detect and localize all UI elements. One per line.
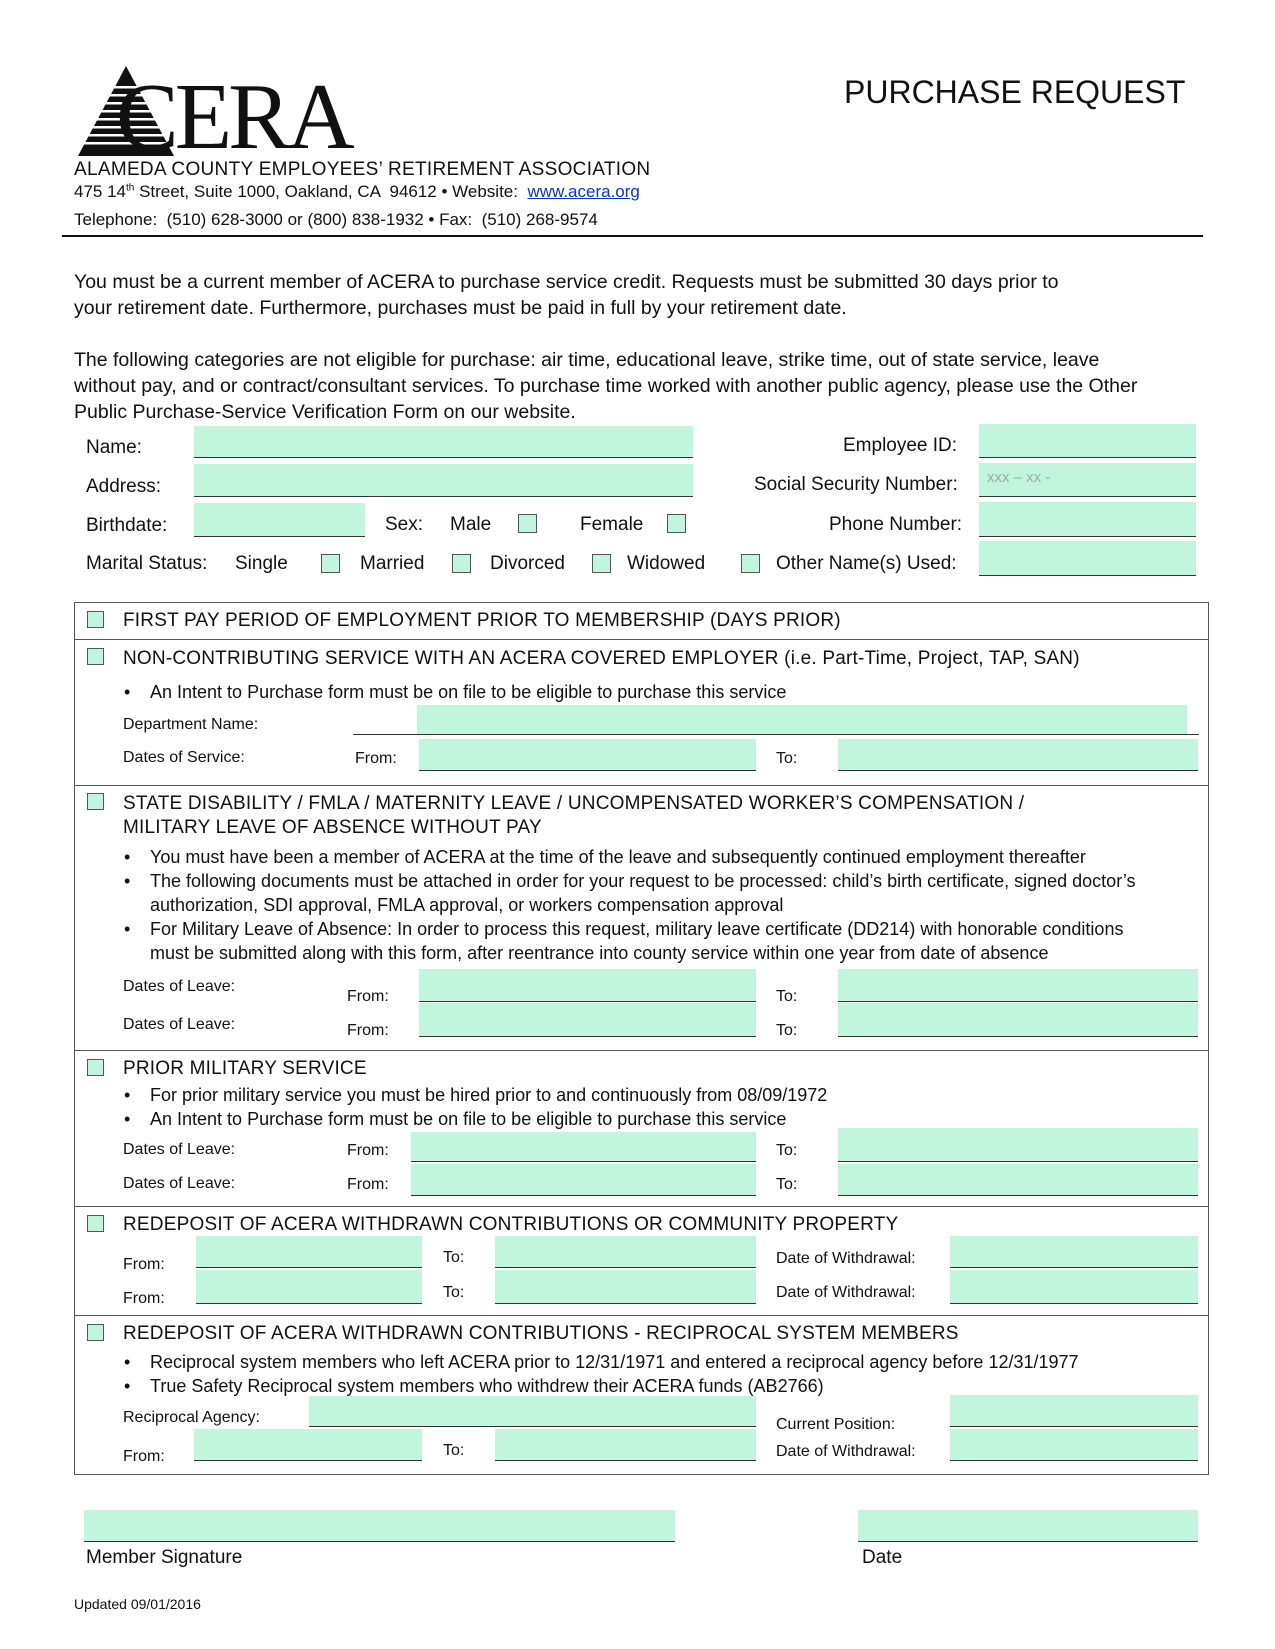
leave-from-label-1: From: (347, 988, 389, 1005)
date-field[interactable] (858, 1510, 1198, 1542)
service-from-field[interactable] (419, 739, 756, 771)
prior-military-bullet-2: • An Intent to Purchase form must be on file to be eligible to purchase this service (150, 1109, 786, 1130)
other-names-field[interactable] (979, 541, 1196, 576)
dates-of-service-label: Dates of Service: (123, 749, 245, 766)
marital-status-label: Marital Status: (86, 553, 208, 574)
redeposit-from-field-1[interactable] (196, 1236, 422, 1268)
intro-p2-line3: Public Purchase-Service Verification Form on our website. (74, 401, 576, 423)
first-pay-period-checkbox[interactable] (87, 611, 104, 628)
state-disability-heading-line2: MILITARY LEAVE OF ABSENCE WITHOUT PAY (123, 817, 542, 838)
leave-to-label-1: To: (776, 988, 798, 1005)
birthdate-label: Birthdate: (86, 515, 168, 536)
divorced-label: Divorced (490, 553, 565, 574)
org-address (74, 182, 640, 202)
ssn-label: Social Security Number: (754, 474, 958, 495)
state-disability-heading-line1: STATE DISABILITY / FMLA / MATERNITY LEAVE / UNCOMPENSATED WORKER’S COMPENSATION / (123, 793, 1025, 814)
military-to-label-1: To: (776, 1142, 798, 1159)
married-label: Married (360, 553, 425, 574)
name-label: Name: (86, 437, 142, 458)
reciprocal-withdrawal-field[interactable] (950, 1429, 1198, 1461)
address-sup: th (126, 182, 135, 194)
reciprocal-from-label: From: (123, 1448, 165, 1465)
intro-paragraph-2 (74, 347, 1137, 425)
page-title: PURCHASE REQUEST (844, 74, 1186, 110)
reciprocal-from-field[interactable] (194, 1429, 422, 1461)
leave-from-field-1[interactable] (419, 969, 756, 1002)
address-field[interactable] (194, 464, 693, 497)
state-disability-bullet-2-cont: authorization, SDI approval, FMLA approval, or workers compensation approval (150, 895, 784, 915)
phone-field[interactable] (979, 502, 1196, 537)
address-street: 475 14 (74, 182, 126, 201)
name-field[interactable] (194, 426, 693, 458)
intro-p1-line1: You must be a current member of ACERA to purchase service credit. Requests must be submitted 30 days prior to (74, 271, 1059, 293)
leave-to-field-1[interactable] (838, 969, 1198, 1002)
leave-from-label-2: From: (347, 1022, 389, 1039)
ssn-field[interactable]: xxx – xx - (979, 463, 1196, 497)
leave-to-field-2[interactable] (838, 1003, 1198, 1037)
state-disability-bullet-3: • For Military Leave of Absence: In order to process this request, military leave certificate (DD214) with honorable conditions (150, 919, 1123, 940)
sex-label: Sex: (385, 514, 424, 535)
org-name: ALAMEDA COUNTY EMPLOYEES’ RETIREMENT ASSOCIATION (74, 159, 651, 180)
intro-paragraph-1 (74, 269, 1059, 321)
divorced-checkbox[interactable] (592, 554, 611, 573)
intro-p2-line2: without pay, and or contract/consultant services. To purchase time worked with another public agency, please use the Other (74, 375, 1138, 397)
intro-p2-line1: The following categories are not eligible for purchase: air time, educational leave, strike time, out of state service, leave (74, 349, 1100, 371)
female-checkbox[interactable] (667, 514, 686, 533)
employee-id-label: Employee ID: (843, 435, 958, 456)
service-to-label: To: (776, 750, 798, 767)
single-checkbox[interactable] (321, 554, 340, 573)
acera-logo (74, 64, 351, 169)
org-phone: Telephone: (510) 628-3000 or (800) 838-1932 • Fax: (510) 268-9574 (74, 210, 598, 229)
military-to-field-2[interactable] (838, 1164, 1198, 1196)
female-label: Female (580, 514, 644, 535)
header-rule (62, 235, 1203, 237)
reciprocal-bullet-2: • True Safety Reciprocal system members who withdrew their ACERA funds (AB2766) (150, 1376, 824, 1397)
reciprocal-checkbox[interactable] (87, 1324, 104, 1341)
non-contributing-bullet-1: • An Intent to Purchase form must be on file to be eligible to purchase this service (150, 682, 786, 703)
department-name-label: Department Name: (123, 716, 259, 733)
military-dates-label-1: Dates of Leave: (123, 1141, 236, 1158)
address-rest: Street, Suite 1000, Oakland, CA 94612 • Website: (134, 182, 528, 201)
male-label: Male (450, 514, 492, 535)
redeposit-to-field-1[interactable] (495, 1236, 756, 1268)
service-to-field[interactable] (838, 739, 1198, 771)
widowed-checkbox[interactable] (741, 554, 760, 573)
other-names-label: Other Name(s) Used: (776, 553, 957, 574)
military-to-field-1[interactable] (838, 1128, 1198, 1162)
military-to-label-2: To: (776, 1176, 798, 1193)
redeposit-withdrawal-field-2[interactable] (950, 1270, 1198, 1304)
address-label: Address: (86, 476, 161, 497)
state-disability-bullet-3-cont: must be submitted along with this form, after reentrance into county service within one year from date of absence (150, 943, 1049, 963)
current-position-field[interactable] (950, 1395, 1198, 1427)
leave-to-label-2: To: (776, 1022, 798, 1039)
state-disability-checkbox[interactable] (87, 793, 104, 810)
non-contributing-checkbox[interactable] (87, 648, 104, 665)
prior-military-bullet-1: • For prior military service you must be hired prior to and continuously from 08/09/1972 (150, 1085, 827, 1106)
reciprocal-bullet-1: • Reciprocal system members who left ACERA prior to 12/31/1971 and entered a reciprocal agency before 12/31/1977 (150, 1352, 1079, 1373)
state-disability-bullet-1: • You must have been a member of ACERA at the time of the leave and subsequently continued employment thereafter (150, 847, 1086, 868)
military-from-field-1[interactable] (411, 1132, 756, 1162)
intro-p1-line2: your retirement date. Furthermore, purchases must be paid in full by your retirement date. (74, 297, 847, 319)
redeposit-community-checkbox[interactable] (87, 1215, 104, 1232)
member-signature-field[interactable] (84, 1510, 675, 1542)
leave-dates-label-2: Dates of Leave: (123, 1016, 236, 1033)
member-signature-label: Member Signature (86, 1547, 243, 1568)
military-from-field-2[interactable] (411, 1164, 756, 1196)
redeposit-withdrawal-label-2: Date of Withdrawal: (776, 1284, 916, 1301)
service-from-label: From: (355, 750, 397, 767)
updated-date: Updated 09/01/2016 (74, 1596, 201, 1612)
male-checkbox[interactable] (518, 514, 537, 533)
logo-text: CERA (116, 65, 351, 169)
phone-label: Phone Number: (829, 514, 963, 535)
redeposit-withdrawal-label-1: Date of Withdrawal: (776, 1250, 916, 1267)
prior-military-checkbox[interactable] (87, 1059, 104, 1076)
current-position-label: Current Position: (776, 1416, 896, 1433)
redeposit-withdrawal-field-1[interactable] (950, 1236, 1198, 1268)
reciprocal-agency-field[interactable] (309, 1396, 756, 1427)
reciprocal-heading: REDEPOSIT OF ACERA WITHDRAWN CONTRIBUTIONS - RECIPROCAL SYSTEM MEMBERS (123, 1323, 959, 1344)
reciprocal-to-field[interactable] (495, 1429, 756, 1461)
birthdate-field[interactable] (194, 503, 365, 537)
department-name-field[interactable] (417, 705, 1187, 735)
first-pay-period-heading: FIRST PAY PERIOD OF EMPLOYMENT PRIOR TO MEMBERSHIP (DAYS PRIOR) (123, 610, 841, 631)
prior-military-heading: PRIOR MILITARY SERVICE (123, 1058, 367, 1079)
married-checkbox[interactable] (452, 554, 471, 573)
redeposit-from-label-1: From: (123, 1256, 165, 1273)
military-from-label-1: From: (347, 1142, 389, 1159)
redeposit-community-heading: REDEPOSIT OF ACERA WITHDRAWN CONTRIBUTIONS OR COMMUNITY PROPERTY (123, 1214, 899, 1235)
military-dates-label-2: Dates of Leave: (123, 1175, 236, 1192)
leave-from-field-2[interactable] (419, 1003, 756, 1037)
reciprocal-withdrawal-label: Date of Withdrawal: (776, 1443, 916, 1460)
redeposit-to-label-2: To: (443, 1284, 465, 1301)
non-contributing-heading: NON-CONTRIBUTING SERVICE WITH AN ACERA COVERED EMPLOYER (i.e. Part-Time, Project, TAP, SAN) (123, 648, 1080, 669)
single-label: Single (235, 553, 288, 574)
date-label: Date (862, 1547, 903, 1568)
leave-dates-label-1: Dates of Leave: (123, 978, 236, 995)
redeposit-from-label-2: From: (123, 1290, 165, 1307)
state-disability-bullet-2: • The following documents must be attached in order for your request to be processed: child’s birth certificate, signed doctor’s (150, 871, 1136, 892)
redeposit-to-field-2[interactable] (495, 1270, 756, 1304)
reciprocal-agency-label: Reciprocal Agency: (123, 1409, 260, 1426)
redeposit-to-label-1: To: (443, 1249, 465, 1266)
redeposit-from-field-2[interactable] (196, 1270, 422, 1304)
website-link[interactable]: www.acera.org (527, 182, 640, 201)
military-from-label-2: From: (347, 1176, 389, 1193)
reciprocal-to-label: To: (443, 1442, 465, 1459)
employee-id-field[interactable] (979, 424, 1196, 458)
widowed-label: Widowed (627, 553, 706, 574)
